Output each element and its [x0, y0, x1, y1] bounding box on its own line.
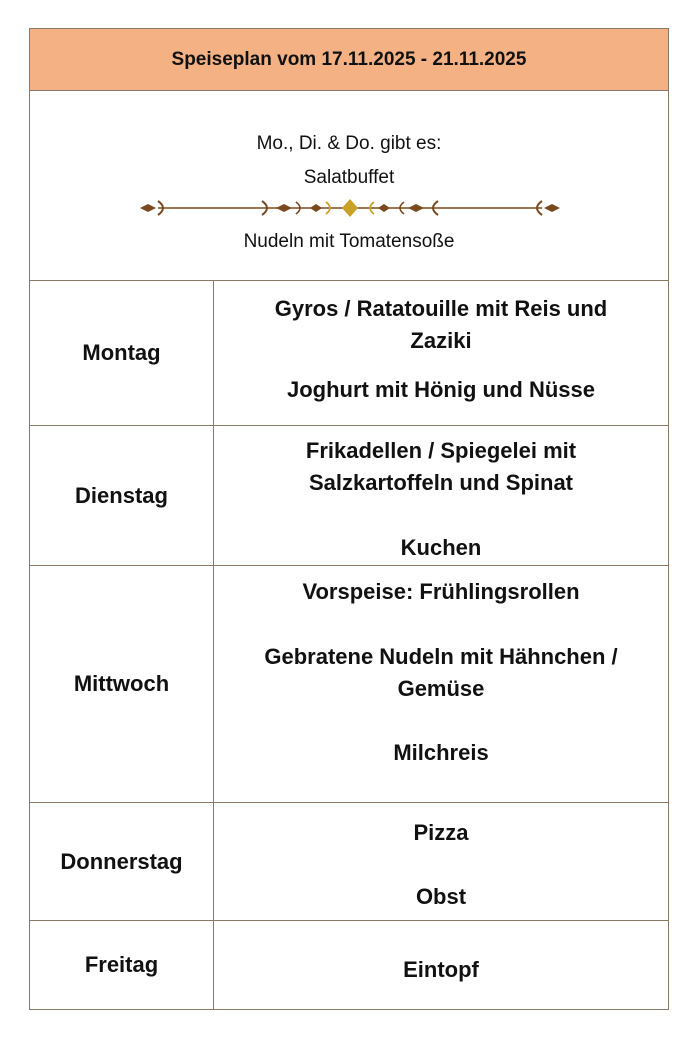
dessert-line: Joghurt mit Hönig und Nüsse [287, 377, 595, 402]
intro-days-note: Mo., Di. & Do. gibt es: [256, 133, 442, 154]
day-label: Dienstag [30, 426, 214, 565]
day-row-tuesday [30, 426, 668, 566]
plan-title: Speiseplan vom 17.11.2025 - 21.11.2025 [30, 29, 668, 91]
meal-line: Salzkartoffeln und Spinat [308, 470, 574, 495]
intro-section [30, 91, 668, 281]
meal-line: Frikadellen / Spiegelei mit [305, 438, 577, 463]
meal-line: Gemüse [397, 676, 485, 701]
dessert-line: Obst [415, 884, 467, 909]
menu-plan-table [29, 28, 669, 1010]
intro-pasta-tomato: Nudeln mit Tomatensoße [243, 231, 455, 252]
meal-cell [214, 921, 668, 1009]
intro-salad-buffet: Salatbuffet [303, 167, 395, 188]
starter-line: Vorspeise: Frühlingsrollen [302, 579, 580, 604]
meal-line: Gyros / Ratatouille mit Reis und [274, 296, 608, 321]
day-row-monday [30, 281, 668, 426]
meal-cell [214, 426, 668, 565]
day-label: Montag [30, 281, 214, 425]
day-row-thursday [30, 803, 668, 921]
meal-cell [214, 566, 668, 802]
day-row-wednesday [30, 566, 668, 803]
ornamental-divider-icon [138, 195, 562, 221]
day-label: Mittwoch [30, 566, 214, 802]
dessert-line: Milchreis [393, 740, 489, 765]
meal-line: Zaziki [410, 328, 472, 353]
meal-line: Pizza [413, 820, 469, 845]
day-label: Freitag [30, 921, 214, 1009]
day-row-friday [30, 921, 668, 1009]
day-label: Donnerstag [30, 803, 214, 920]
dessert-line: Kuchen [400, 535, 482, 560]
meal-line: Gebratene Nudeln mit Hähnchen / [264, 644, 618, 669]
meal-line: Eintopf [403, 957, 479, 982]
meal-cell [214, 803, 668, 920]
meal-cell [214, 281, 668, 425]
